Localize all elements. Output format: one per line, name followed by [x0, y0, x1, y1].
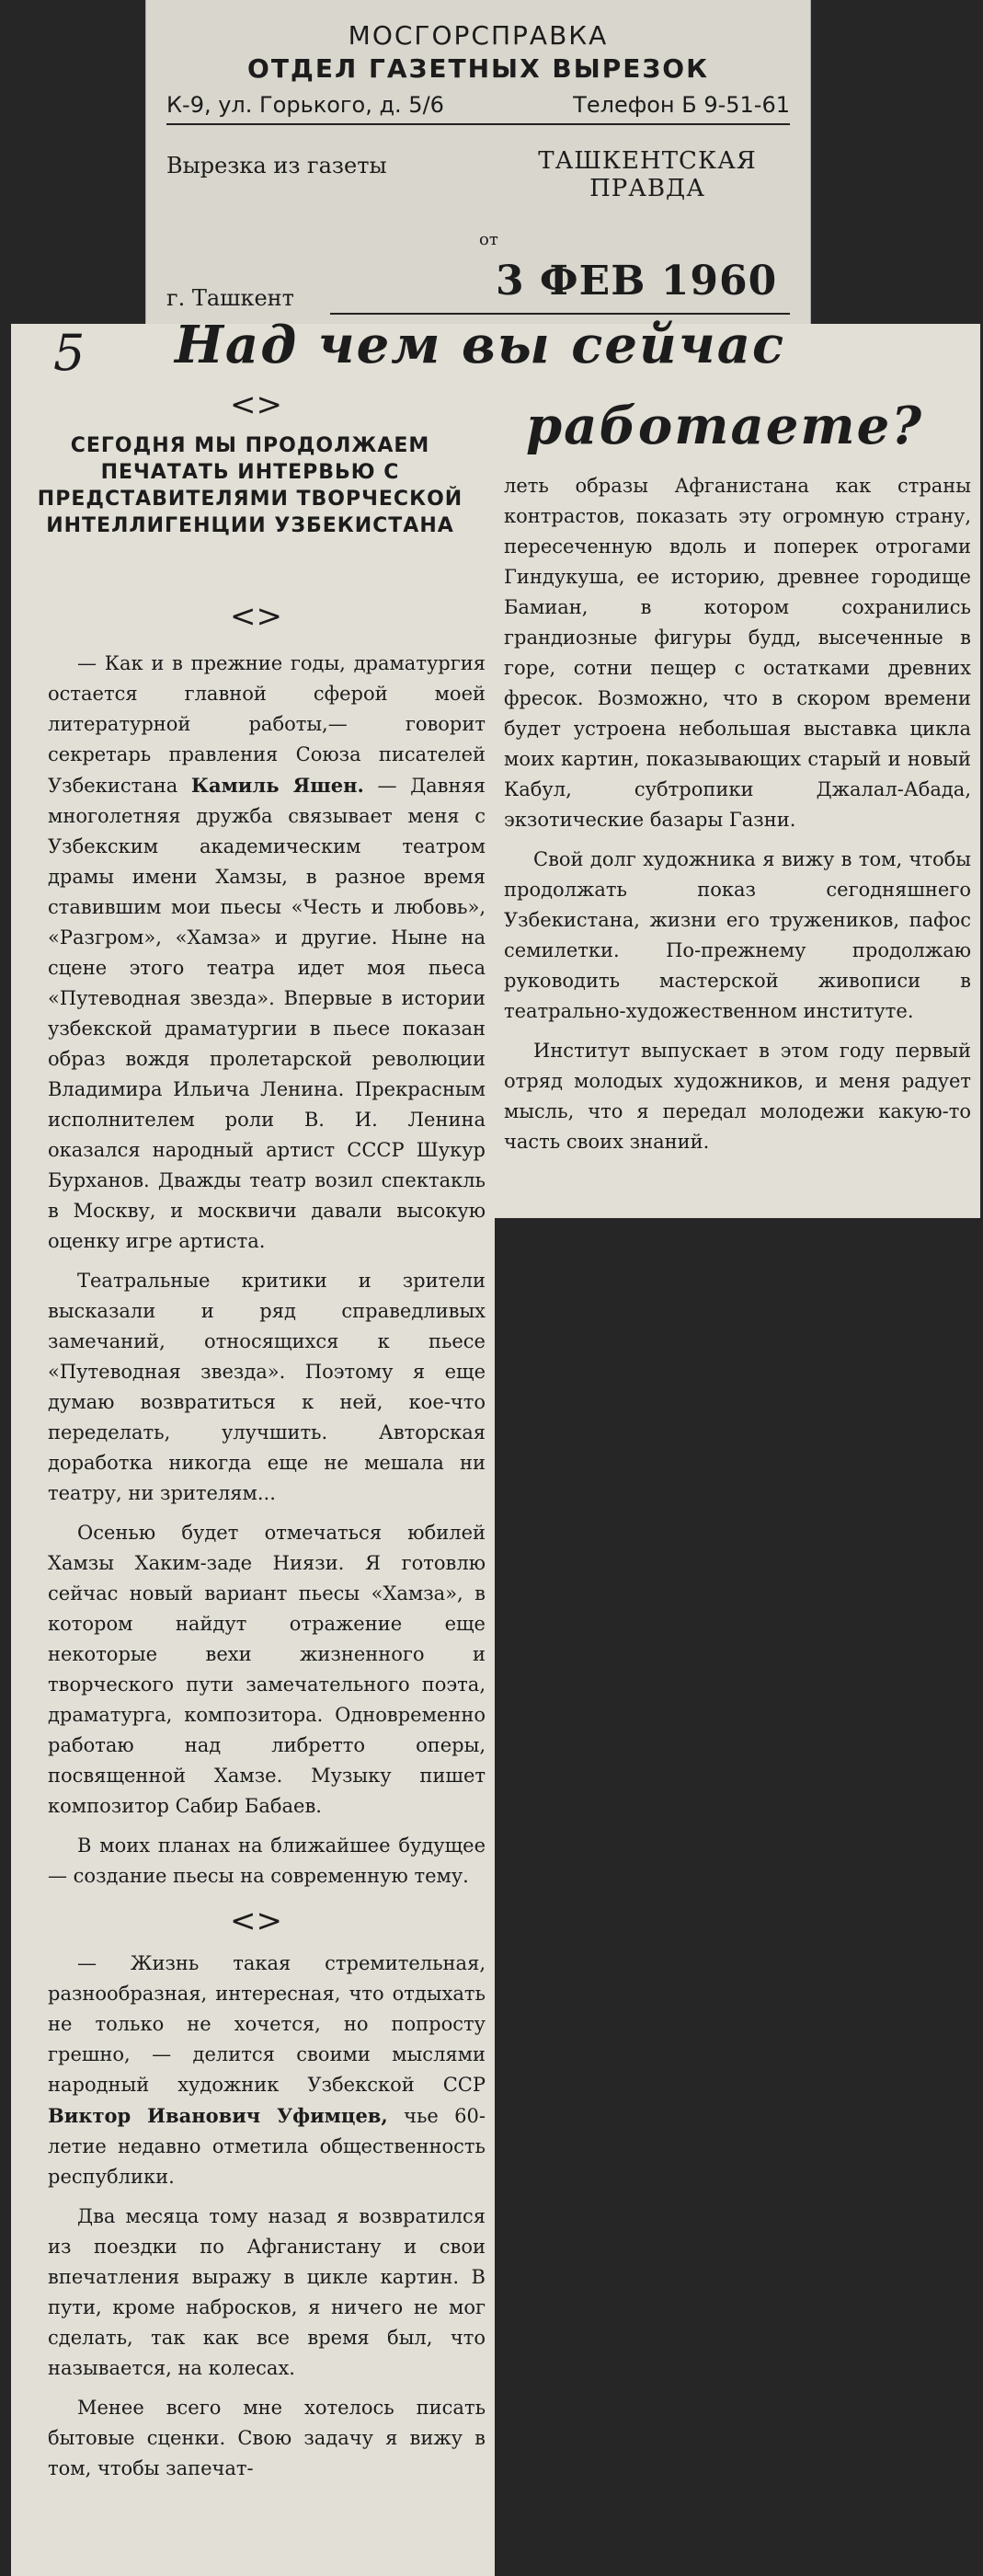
stamp-org-line1: МОСГОРСПРАВКА	[348, 20, 609, 51]
stamp-date-prefix: от	[479, 230, 498, 249]
archive-stamp	[145, 0, 811, 324]
stamp-divider	[166, 123, 790, 125]
paragraph: Свой долг художника я вижу в том, чтобы продолжать показ сегодняшнего Узбекистана, жизни его тружеников, пафос семилетки. По-прежнему продолжаю руководить мастерской живописи в театрально-художественном институте.	[504, 848, 971, 1022]
paragraph	[48, 649, 486, 1257]
speaker-name: Виктор Иванович Уфимцев,	[48, 2104, 388, 2127]
paragraph: Институт выпускает в этом году первый отряд молодых художников, и меня радует мысль, что я передал молодежи какую-то часть своих знаний.	[504, 1040, 971, 1153]
paragraph	[48, 1949, 486, 2192]
intro-lead: СЕГОДНЯ МЫ ПРОДОЛЖАЕМ ПЕЧАТАТЬ ИНТЕРВЬЮ С ПРЕДСТАВИТЕЛЯМИ ТВОРЧЕСКОЙ ИНТЕЛЛИГЕНЦИИ УЗБЕКИСТАНА	[37, 434, 463, 537]
paragraph-text: чье 60-летие недавно отметила общественность республики.	[48, 2105, 486, 2188]
headline-line2: работаете?	[526, 396, 924, 456]
paragraph: леть образы Афганистана как страны контрастов, показать эту огромную страну, пересеченную вдоль и поперек отрогами Гиндукуша, ее историю, древнее городище Бамиан, в котором сохранились грандиозные фигуры будд, высеченные в горе, сотни пещер с остатками древних фресок. Возможно, что в скором времени будет устроена небольшая выставка цикла моих картин, показывающих старый и новый Кабул, субтропики Джалал-Абада, экзотические базары Газни.	[504, 475, 971, 831]
stamp-city: г. Ташкент	[166, 285, 294, 311]
right-column	[504, 471, 971, 1157]
paragraph-text: — Как и в прежние годы, драматургия остается главной сферой моей литературной работы,— говорит секретарь правления Союза писателей Узбекистана	[48, 652, 486, 797]
headline-line1: Над чем вы сейчас	[175, 315, 786, 375]
paragraph-text: — Жизнь такая стремительная, разнообразная, интересная, что отдыхать не только не хочется, но попросту грешно, — делится своими мыслями народный художник Узбекской ССР	[48, 1952, 486, 2096]
speaker-name: Камиль Яшен.	[190, 774, 364, 797]
left-column-part2	[48, 1949, 486, 2484]
divider-diamond: <>	[230, 1903, 282, 1939]
paragraph: Два месяца тому назад я возвратился из поездки по Афганистану и свои впечатления выражу в цикле картин. В пути, кроме набросков, я ничего не мог сделать, так как все время был, что называется, на колесах.	[48, 2205, 486, 2379]
divider-diamond: <>	[230, 386, 282, 423]
stamp-phone: Телефон Б 9-51-61	[573, 92, 790, 118]
paragraph: Театральные критики и зрители высказали и ряд справедливых замечаний, относящихся к пьесе «Путеводная звезда». Поэтому я еще думаю возвратиться к ней, кое-что переделать, улучшить. Авторская доработка никогда еще не мешала ни театру, ни зрителям...	[48, 1270, 486, 1504]
stamp-newspaper-name: ТАШКЕНТСКАЯ ПРАВДА	[538, 147, 757, 202]
paragraph-text: — Давняя многолетняя дружба связывает меня с Узбекским академическим театром драмы имени Хамзы, в разное время ставившим мои пьесы «Честь и любовь», «Разгром», «Хамза» и другие. Ныне на сцене этого театра идет моя пьеса «Путеводная звезда». Впервые в истории узбекской драматургии в пьесе показан образ вождя пролетарской революции Владимира Ильича Ленина. Прекрасным исполнителем роли В. И. Ленина оказался народный артист СССР Шукур Бурханов. Дважды театр возил спектакль в Москву, и москвичи давали высокую оценку игре артиста.	[48, 775, 486, 1252]
stamp-clipping-label: Вырезка из газеты	[166, 153, 387, 178]
paragraph: В моих планах на ближайшее будущее — создание пьесы на современную тему.	[48, 1834, 486, 1887]
left-column-part1	[48, 649, 486, 1892]
divider-diamond: <>	[230, 598, 282, 635]
paragraph: Осенью будет отмечаться юбилей Хамзы Хаким-заде Ниязи. Я готовлю сейчас новый вариант пьесы «Хамза», в котором найдут отражение еще некоторые вехи жизненного и творческого пути замечательного поэта, драматурга, композитора. Одновременно работаю над либретто оперы, посвященной Хамзе. Музыку пишет композитор Сабир Бабаев.	[48, 1522, 486, 1817]
stamp-date: 3 ФЕВ 1960	[496, 258, 778, 305]
stamp-address: К-9, ул. Горького, д. 5/6	[166, 92, 444, 118]
page-mark: 5	[53, 324, 86, 382]
stamp-org-line2: ОТДЕЛ ГАЗЕТНЫХ ВЫРЕЗОК	[247, 53, 709, 84]
paragraph: Менее всего мне хотелось писать бытовые сценки. Свою задачу я вижу в том, чтобы запечат-	[48, 2397, 486, 2479]
